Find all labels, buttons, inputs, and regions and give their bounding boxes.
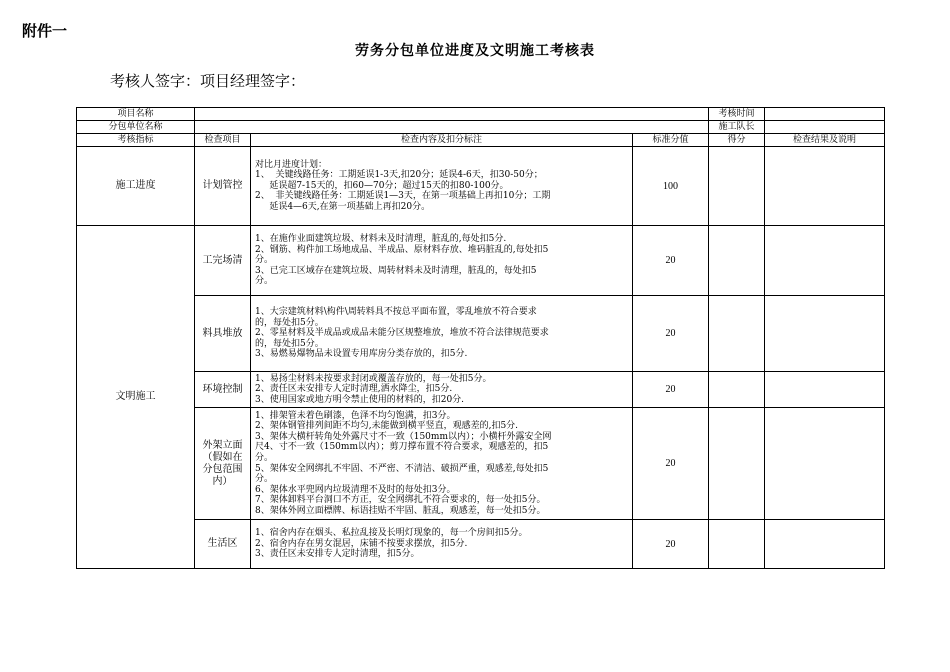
table-row bbox=[77, 372, 885, 408]
standard-score-cell: 20 bbox=[633, 296, 709, 372]
check-content-cell: 1、易扬尘材料未按要求封闭或覆盖存放的，每一处扣5分。 2、责任区未安排专人定时清理,洒水降尘，扣5分. 3、使用国家或地方明令禁止使用的材料的，扣20分. bbox=[251, 372, 633, 408]
column-header-row bbox=[77, 134, 885, 147]
table-row bbox=[77, 226, 885, 296]
subcontractor-value[interactable] bbox=[195, 121, 709, 134]
result-note-cell[interactable] bbox=[765, 408, 885, 520]
form-title: 劳务分包单位进度及文明施工考核表 bbox=[355, 43, 595, 59]
check-item-cell: 环境控制 bbox=[195, 372, 251, 408]
score-input-cell[interactable] bbox=[709, 147, 765, 226]
table-row bbox=[77, 520, 885, 569]
column-header: 检查内容及扣分标注 bbox=[251, 134, 633, 147]
check-content-cell: 1、在施作业面建筑垃圾、材料未及时清理，脏乱的,每处扣5分. 2、钢筋、构件加工场地成品、半成品、原材料存放、堆码脏乱的,每处扣5 分。 3、已完工区域存在建筑垃圾、周转材料未及时清理，脏乱的，每处扣5 分。 bbox=[251, 226, 633, 296]
result-note-cell[interactable] bbox=[765, 372, 885, 408]
table-row bbox=[77, 147, 885, 226]
column-header: 考核指标 bbox=[77, 134, 195, 147]
indicator-cell: 施工进度 bbox=[77, 147, 195, 226]
check-item-cell: 工完场清 bbox=[195, 226, 251, 296]
subcontractor-label: 分包单位名称 bbox=[77, 121, 195, 134]
score-input-cell[interactable] bbox=[709, 372, 765, 408]
check-time-value[interactable] bbox=[765, 108, 885, 121]
check-time-label: 考核时间 bbox=[709, 108, 765, 121]
annex-label: 附件一 bbox=[22, 22, 68, 40]
column-header: 标准分值 bbox=[633, 134, 709, 147]
check-content-cell: 1、大宗建筑材料\构件\周转料具不按总平面布置，零乱堆放不符合要求 的，每处扣5分。 2、零星材料及半成品或成品未能分区规整堆放，堆放不符合法律规范要求 的，每处扣5分。 3、易燃易爆物品未设置专用库房分类存放的，扣5分. bbox=[251, 296, 633, 372]
check-item-cell: 计划管控 bbox=[195, 147, 251, 226]
result-note-cell[interactable] bbox=[765, 226, 885, 296]
check-content-cell: 1、排架管未着色刷漆，色泽不均匀饱满，扣3分。 2、架体钢管排列间距不均匀,未能做到横平竖直，观感差的,扣5分. 3、架体大横杆转角处外露尺寸不一致（150mm以内）；小横杆外露安全网 尺4、寸不一致（150mm以内）；剪刀撑布置不符合要求，观感差的，扣5 分。 5、架体安全网绑扎不牢固、不严密、不清洁、破损严重，观感差,每处扣5 分。 6、架体水平兜网内垃圾清理不及时的每处扣3分。 7、架体卸料平台洞口不方正，安全网绑扎不符合要求的，每一处扣5分。 8、架体外网立面標牌、标语挂贴不牢固、脏乱，观感差，每一处扣5分。 bbox=[251, 408, 633, 520]
standard-score-cell: 20 bbox=[633, 226, 709, 296]
score-input-cell[interactable] bbox=[709, 408, 765, 520]
check-item-cell: 生活区 bbox=[195, 520, 251, 569]
check-item-cell: 外架立面 （假如在 分包范围 内） bbox=[195, 408, 251, 520]
result-note-cell[interactable] bbox=[765, 296, 885, 372]
score-input-cell[interactable] bbox=[709, 226, 765, 296]
column-header: 检查项目 bbox=[195, 134, 251, 147]
team-leader-label: 施工队长 bbox=[709, 121, 765, 134]
standard-score-cell: 20 bbox=[633, 372, 709, 408]
column-header: 得分 bbox=[709, 134, 765, 147]
standard-score-cell: 100 bbox=[633, 147, 709, 226]
assessment-table bbox=[76, 107, 885, 569]
project-info-row bbox=[77, 108, 885, 121]
result-note-cell[interactable] bbox=[765, 520, 885, 569]
project-name-label: 项目名称 bbox=[77, 108, 195, 121]
project-name-value[interactable] bbox=[195, 108, 709, 121]
indicator-cell: 文明施工 bbox=[77, 226, 195, 569]
table-row bbox=[77, 296, 885, 372]
result-note-cell[interactable] bbox=[765, 147, 885, 226]
table-row bbox=[77, 408, 885, 520]
standard-score-cell: 20 bbox=[633, 520, 709, 569]
team-leader-value[interactable] bbox=[765, 121, 885, 134]
check-content-cell: 1、宿舍内存在烟头、私拉乱接及长明灯现象的，每一个房间扣5分。 2、宿舍内存在男女混居，床铺不按要求摆放，扣5分. 3、责任区未安排专人定时清理，扣5分。 bbox=[251, 520, 633, 569]
signature-line: 考核人签字：项目经理签字： bbox=[110, 72, 306, 90]
standard-score-cell: 20 bbox=[633, 408, 709, 520]
check-content-cell: 对比月进度计划： 1、 关键线路任务：工期延误1-3天,扣20分；延误4-6天，扣30-50分； 延误超7-15天的，扣60—70分；超过15天的扣80-100分。 2、 非关键线路任务：工期延误1—3天，在第一项基础上再扣10分；工期 延误4—6天,在第一项基础上再扣20分。 bbox=[251, 147, 633, 226]
column-header: 检查结果及说明 bbox=[765, 134, 885, 147]
subcontractor-info-row bbox=[77, 121, 885, 134]
check-item-cell: 料具堆放 bbox=[195, 296, 251, 372]
score-input-cell[interactable] bbox=[709, 296, 765, 372]
score-input-cell[interactable] bbox=[709, 520, 765, 569]
